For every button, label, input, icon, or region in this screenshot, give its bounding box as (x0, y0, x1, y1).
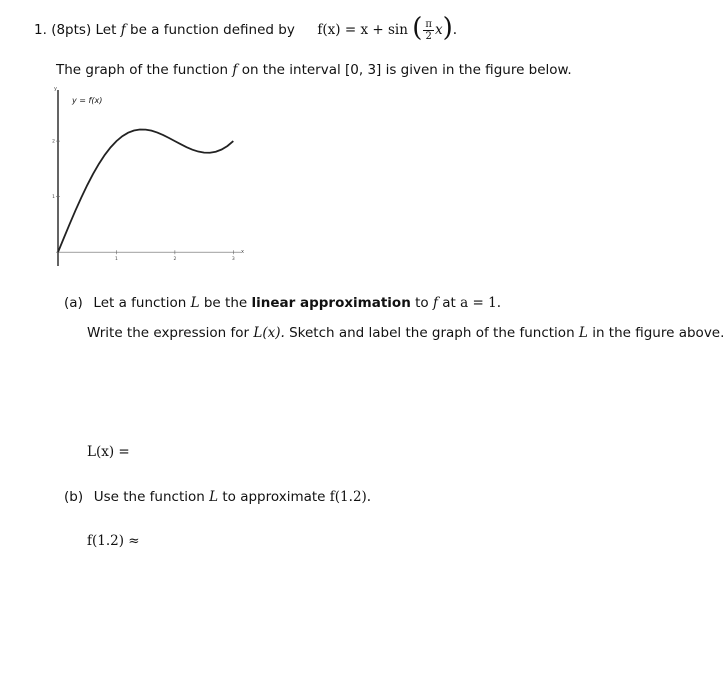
x-axis-label: x (241, 249, 244, 255)
problem-intro: be a function defined by (130, 22, 295, 38)
caption-text-b: on the interval [0, 3] is given in the figure below. (241, 62, 572, 78)
part-a-line1 (64, 295, 501, 311)
part-a-line2-text3: in the figure above. (592, 325, 724, 341)
function-definition: f(x) = x + sin ( $\frac{\pi}{2}$ x). (317, 13, 458, 43)
part-a-bold: linear approximation (251, 295, 411, 311)
definition-end: . (452, 22, 458, 38)
function-name: f (120, 22, 126, 38)
part-a-L: L (190, 295, 200, 311)
part-a-a-eq: a = 1. (460, 295, 501, 311)
part-a-line2-text2: Sketch and label the graph of the function (289, 325, 575, 341)
x-tick-label: 2 (173, 257, 177, 263)
problem-header (34, 14, 457, 42)
caption-text-a: The graph of the function (56, 62, 229, 78)
definition-lhs: f(x) = x + sin (317, 22, 408, 38)
part-a-f: f (432, 295, 438, 311)
caption-fname: f (232, 62, 238, 78)
x-tick-label: 3 (231, 257, 235, 263)
part-b-answer-label: f(1.2) ≈ (87, 533, 140, 549)
function-graph (40, 80, 260, 270)
part-a-text4: at (442, 295, 456, 311)
part-a-answer-label: L(x) = (87, 444, 130, 460)
part-a-L2: L (578, 325, 588, 341)
problem-let: Let (95, 22, 117, 38)
part-b-text2: to approximate (222, 489, 326, 505)
pi-over-two-fraction: $\frac{\pi}{2}$ (425, 19, 432, 42)
part-a-line2-text1: Write the expression for (87, 325, 250, 341)
part-b-target: f(1.2). (329, 489, 372, 505)
y-axis-label: y (54, 86, 57, 92)
part-a-Lx: L(x). (253, 325, 285, 341)
definition-var: x (434, 22, 443, 38)
x-tick-label: 1 (115, 257, 118, 263)
part-a-text3: to (415, 295, 429, 311)
problem-points: (8pts) (51, 22, 92, 38)
graph-title: y = f(x) (72, 96, 103, 105)
y-tick-label: 1 (52, 195, 55, 201)
part-b-L: L (209, 489, 219, 505)
part-b-line1 (64, 489, 371, 505)
problem-number: 1. (34, 22, 47, 38)
part-a-text1: Let a function (93, 295, 187, 311)
part-b-label: (b) (64, 489, 84, 505)
y-tick-label: 2 (52, 139, 55, 145)
part-a-label: (a) (64, 295, 83, 311)
function-curve (58, 130, 233, 253)
part-a-line2 (87, 325, 724, 341)
graph-axes (56, 90, 241, 266)
graph-caption (56, 62, 572, 78)
part-b-text1: Use the function (93, 489, 205, 505)
part-a-text2: be the (203, 295, 248, 311)
